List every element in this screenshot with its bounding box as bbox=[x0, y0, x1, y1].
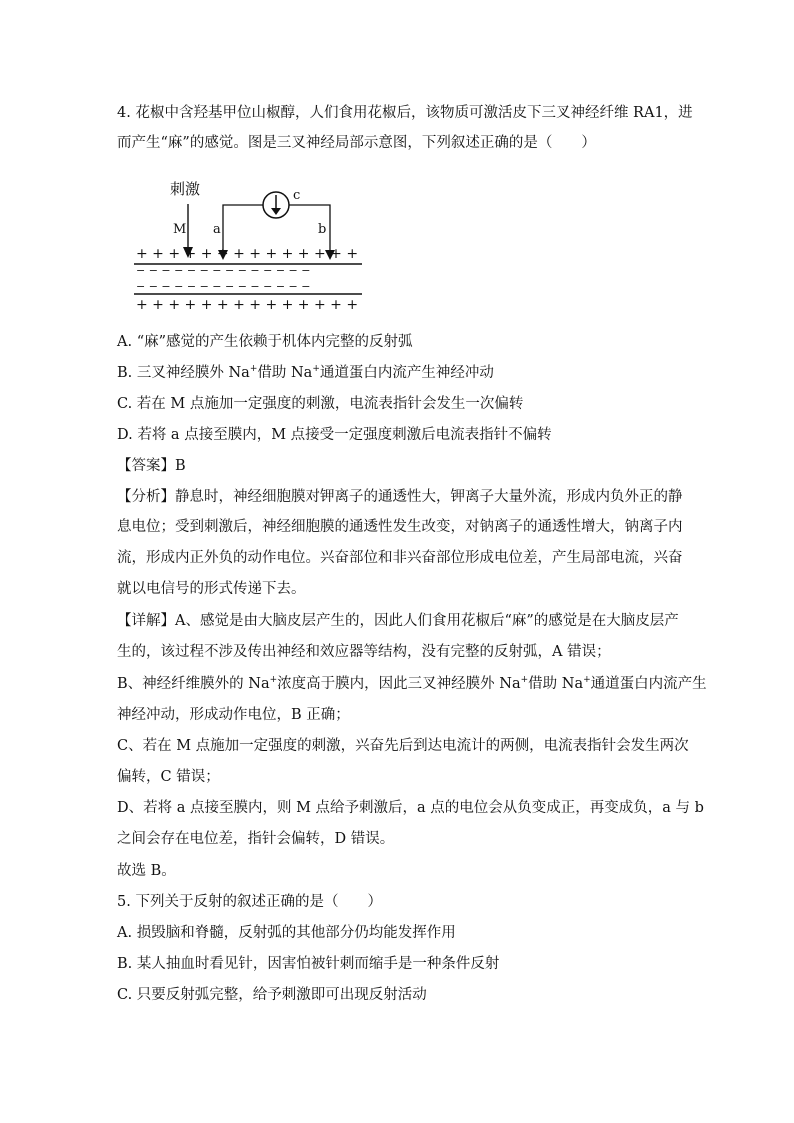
sup-plus: + bbox=[520, 675, 529, 686]
q4-option-B bbox=[117, 363, 494, 383]
label-M: M bbox=[173, 222, 187, 237]
outer-top-charges: + + + + + + + + + + + + + + bbox=[136, 246, 359, 262]
analysis-line3: 流，形成内正外负的动作电位。兴奋部位和非兴奋部位形成电位差，产生局部电流，兴奋 bbox=[117, 550, 683, 566]
inner-bottom-charges: − − − − − − − − − − − − − − bbox=[136, 280, 311, 293]
inner-top-charges: − − − − − − − − − − − − − − bbox=[136, 264, 311, 277]
q4-stem-line1: 4. 花椒中含羟基甲位山椒醇，人们食用花椒后，该物质可激活皮下三叉神经纤维 RA1，进 bbox=[117, 105, 693, 121]
detail-line5: C、若在 M 点施加一定强度的刺激，兴奋先后到达电流计的两侧，电流表指针会发生两次 bbox=[117, 738, 689, 754]
q4-option-B-mid: 借助 Na bbox=[257, 365, 313, 381]
detail-line3-pre: B、神经纤维膜外的 Na bbox=[117, 676, 270, 692]
nerve-diagram bbox=[130, 176, 370, 316]
analysis-line2: 息电位；受到刺激后，神经细胞膜的通透性发生改变，对钠离子的通透性增大，钠离子内 bbox=[117, 519, 683, 535]
sup-plus: + bbox=[312, 364, 320, 375]
sup-plus: + bbox=[269, 675, 278, 686]
label-a: a bbox=[213, 222, 221, 237]
detail-line6: 偏转，C 错误； bbox=[117, 769, 220, 785]
galvanometer-icon bbox=[263, 192, 289, 218]
detail-line8: 之间会存在电位差，指针会偏转，D 错误。 bbox=[117, 831, 395, 847]
detail-line2: 生的，该过程不涉及传出神经和效应器等结构，没有完整的反射弧，A 错误； bbox=[117, 644, 611, 660]
detail-line3 bbox=[117, 674, 707, 694]
q4-option-C: C. 若在 M 点施加一定强度的刺激，电流表指针会发生一次偏转 bbox=[117, 396, 524, 412]
q5-option-C: C. 只要反射弧完整，给予刺激即可出现反射活动 bbox=[117, 987, 427, 1003]
detail-line4: 神经冲动，形成动作电位，B 正确； bbox=[117, 707, 350, 723]
conclusion: 故选 B。 bbox=[117, 863, 176, 879]
analysis-line4: 就以电信号的形式传递下去。 bbox=[117, 581, 306, 597]
q5-option-A: A. 损毁脑和脊髓，反射弧的其他部分仍均能发挥作用 bbox=[117, 925, 456, 941]
stimulus-label: 刺激 bbox=[170, 180, 201, 198]
q4-answer: 【答案】B bbox=[117, 458, 186, 474]
detail-line3-post: 通道蛋白内流产生 bbox=[590, 676, 707, 692]
q4-option-B-pre: B. 三叉神经膜外 Na bbox=[117, 365, 250, 381]
q4-option-A: A. “麻”感觉的产生依赖于机体内完整的反射弧 bbox=[117, 334, 413, 350]
detail-line1: 【详解】A、感觉是由大脑皮层产生的，因此人们食用花椒后“麻”的感觉是在大脑皮层产 bbox=[117, 613, 679, 629]
q4-stem-line2: 而产生“麻”的感觉。图是三叉神经局部示意图，下列叙述正确的是（ ） bbox=[117, 135, 596, 151]
label-b: b bbox=[318, 222, 327, 237]
analysis-line1: 【分析】静息时，神经细胞膜对钾离子的通透性大，钾离子大量外流，形成内负外正的静 bbox=[117, 489, 683, 505]
q4-option-D: D. 若将 a 点接至膜内，M 点接受一定强度刺激后电流表指针不偏转 bbox=[117, 427, 552, 443]
sup-plus: + bbox=[249, 364, 258, 375]
detail-line3-mid2: 借助 Na bbox=[528, 676, 584, 692]
detail-line3-mid: 浓度高于膜内，因此三叉神经膜外 Na bbox=[277, 676, 521, 692]
outer-bottom-charges: + + + + + + + + + + + + + + bbox=[136, 297, 359, 313]
sup-plus: + bbox=[583, 675, 591, 686]
q4-option-B-post: 通道蛋白内流产生神经冲动 bbox=[319, 365, 494, 381]
detail-line7: D、若将 a 点接至膜内，则 M 点给予刺激后，a 点的电位会从负变成正，再变成负，a 与 b bbox=[117, 800, 704, 816]
label-c: c bbox=[293, 188, 301, 203]
q5-stem: 5. 下列关于反射的叙述正确的是（ ） bbox=[117, 894, 382, 910]
q5-option-B: B. 某人抽血时看见针，因害怕被针刺而缩手是一种条件反射 bbox=[117, 956, 500, 972]
